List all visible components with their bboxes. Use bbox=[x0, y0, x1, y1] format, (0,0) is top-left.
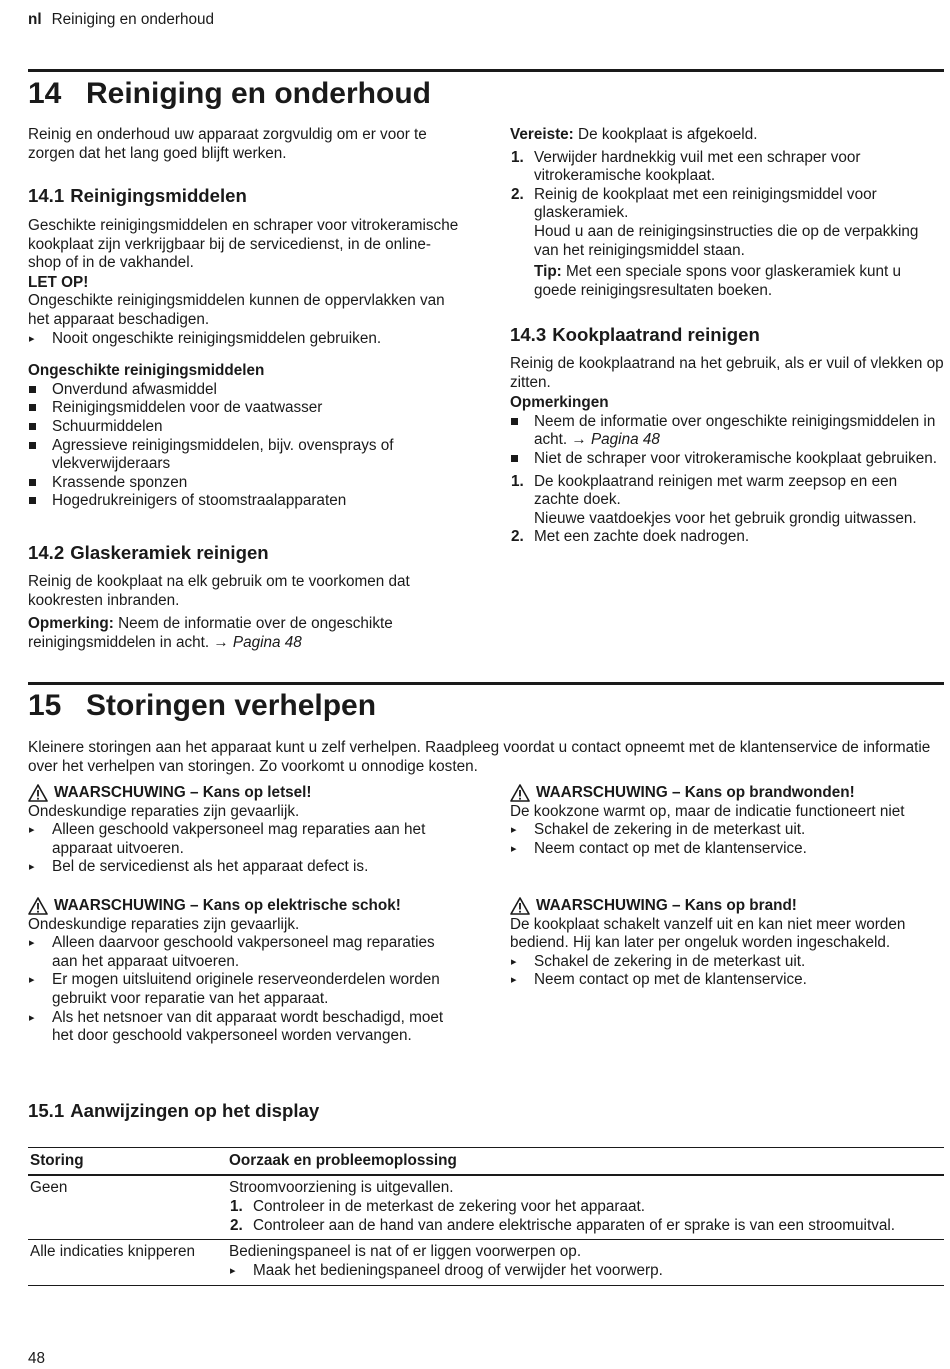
section-14-2-steps: Vereiste: De kookplaat is afgekoeld. 1. Verwijder hardnekkig vuil met een schraper voor vitrokeramische kookplaat. 2. Reinig de kookplaat met een reinigingsmiddel voor glaskeramiek. Houd u aan de reinigingsinstructies die op de verpakking van het reinigingsmiddel staan. Tip: Met een speciale spons voor glaskeramiek kunt u goede reinigingsresultaten boeken. bbox=[510, 126, 944, 300]
step-item: 1. Controleer in de meterkast de zekering voor het apparaat. bbox=[230, 1198, 645, 1216]
column-header-storing: Storing bbox=[28, 1148, 227, 1175]
display-indications-table bbox=[28, 1147, 944, 1286]
cleaning-steps bbox=[510, 149, 944, 261]
list-item: Hogedrukreinigers of stoomstraalapparaten bbox=[28, 492, 460, 511]
action-list: ▸ Alleen daarvoor geschoold vakpersoneel mag reparaties aan het apparaat uitvoeren. ▸ Er mogen uitsluitend originele reserveonderdelen worden gebruikt voor reparatie van het apparaat. ▸ Als het netsnoer van dit apparaat wordt beschadigd, moet het door geschoold vakpersoneel worden vervangen. bbox=[28, 934, 460, 1046]
step-item: 2. Controleer aan de hand van andere elektrische apparaten of er sprake is van een stroomuitval. bbox=[230, 1216, 896, 1234]
notes-list bbox=[510, 413, 944, 469]
step-item: 1. Verwijder hardnekkig vuil met een schraper voor vitrokeramische kookplaat. bbox=[511, 148, 861, 185]
page-reference-link[interactable]: → Pagina 48 bbox=[213, 633, 302, 651]
section-14-2-title: 14.2 Glaskeramiek reinigen bbox=[28, 542, 269, 563]
chapter-rule bbox=[28, 69, 944, 72]
warning-injury: WAARSCHUWING – Kans op letsel! Ondeskundige reparaties zijn gevaarlijk. ▸ Alleen geschoold vakpersoneel mag reparaties aan het apparaat uitvoeren. ▸ Bel de servicedienst als het apparaat defect is. bbox=[28, 784, 460, 877]
list-item: Agressieve reinigingsmiddelen, bijv. ovensprays of vlekverwijderaars bbox=[28, 437, 460, 474]
warning-fire: WAARSCHUWING – Kans op brand! De kookplaat schakelt vanzelf uit en kan niet meer worden bediend. Hij kan later per ongeluk worden ingeschakeld. ▸ Schakel de zekering in de meterkast uit. ▸ Neem contact op met de klantenservice. bbox=[510, 897, 944, 990]
chapter-rule bbox=[28, 682, 944, 685]
table-row: Alle indicaties knipperen Bedieningspaneel is nat of er liggen voorwerpen op. ▸ Maak het bedieningspaneel droog of verwijder het voorwerp. bbox=[28, 1240, 944, 1285]
tip: Tip: Met een speciale spons voor glaskeramiek kunt u goede reinigingsresultaten boeken. bbox=[534, 263, 902, 299]
section-14-3-body: Reinig de kookplaatrand na het gebruik, als er vuil of vlekken op zitten. Opmerkingen Neem de informatie over ongeschikte reinigingsmiddelen in acht. → Pagina 48 Niet de schraper voor vitrokeramische kookplaat gebruiken. 1. De kookplaatrand reinigen met warm zeepsop en een zachte doek. Nieuwe vaatdoekjes voor het gebruik grondig uitwassen. 2. Met een zachte doek nadrogen. bbox=[510, 355, 944, 546]
intro-paragraph: Reinig en onderhoud uw apparaat zorgvuldig om er voor te zorgen dat het lang goed blijft werken. bbox=[28, 126, 427, 162]
step-item: 1. De kookplaatrand reinigen met warm zeepsop en een zachte doek. Nieuwe vaatdoekjes voor het gebruik grondig uitwassen. bbox=[511, 472, 917, 527]
page-number: 48 bbox=[28, 1350, 46, 1367]
unsuitable-list bbox=[28, 381, 460, 511]
warning-icon bbox=[510, 784, 530, 802]
section-14-3-title: 14.3 Kookplaatrand reinigen bbox=[510, 324, 760, 345]
column-header-cause: Oorzaak en probleemoplossing bbox=[227, 1148, 944, 1175]
action-list: ▸ Alleen geschoold vakpersoneel mag reparaties aan het apparaat uitvoeren. ▸ Bel de servicedienst als het apparaat defect is. bbox=[28, 821, 460, 877]
list-item: Krassende sponzen bbox=[28, 474, 460, 493]
chapter-15-intro: Kleinere storingen aan het apparaat kunt u zelf verhelpen. Raadpleeg voordat u contact opneemt met de klantenservice de informatie over het verhelpen van storingen. Zo voorkomt u onnodige kosten. bbox=[28, 739, 931, 775]
warning-burns: WAARSCHUWING – Kans op brandwonden! De kookzone warmt op, maar de indicatie functioneert niet ▸ Schakel de zekering in de meterkast uit. ▸ Neem contact op met de klantenservice. bbox=[510, 784, 944, 858]
list-item: Neem de informatie over ongeschikte reinigingsmiddelen in acht. → Pagina 48 bbox=[510, 413, 944, 450]
list-item: Reinigingsmiddelen voor de vaatwasser bbox=[28, 399, 460, 418]
step-item: 2. Reinig de kookplaat met een reinigingsmiddel voor glaskeramiek. Houd u aan de reinigingsinstructies die op de verpakking van het reinigingsmiddel staan. bbox=[511, 185, 919, 259]
chapter-15-title: 15 Storingen verhelpen bbox=[28, 689, 377, 722]
section-15-1-title: 15.1 Aanwijzingen op het display bbox=[28, 1100, 320, 1121]
table-row: Geen Stroomvoorziening is uitgevallen. 1. Controleer in de meterkast de zekering voor het apparaat. 2. Controleer aan de hand van andere elektrische apparaten of er sprake is van een stroomuitval. bbox=[28, 1175, 944, 1240]
warning-icon bbox=[28, 897, 48, 915]
running-header bbox=[28, 11, 214, 29]
warning-electric-shock: WAARSCHUWING – Kans op elektrische schok! Ondeskundige reparaties zijn gevaarlijk. ▸ Alleen daarvoor geschoold vakpersoneel mag reparaties aan het apparaat uitvoeren. ▸ Er mogen uitsluitend originele reserveonderdelen worden gebruikt voor reparatie van het apparaat. ▸ Als het netsnoer van dit apparaat wordt beschadigd, moet het door geschoold vakpersoneel worden vervangen. bbox=[28, 897, 460, 1046]
section-14-1-title: 14.1 Reinigingsmiddelen bbox=[28, 185, 247, 206]
section-14-1-body: Geschikte reinigingsmiddelen en schraper voor vitrokeramische kookplaat zijn verkrijgbaar bij de servicedienst, in de online-shop of in de vakhandel. LET OP! Ongeschikte reinigingsmiddelen kunnen de oppervlakken van het apparaat beschadigen. ▸ Nooit ongeschikte reinigingsmiddelen gebruiken. Ongeschikte reinigingsmiddelen Onverdund afwasmiddel Reinigingsmiddelen voor de vaatwasser Schuurmiddelen Agressieve reinigingsmiddelen, bijv. ovensprays of vlekverwijderaars Krassende sponzen Hogedrukreinigers of stoomstraalapparaten bbox=[28, 217, 460, 511]
attention-label: LET OP! bbox=[28, 273, 89, 291]
list-title: Ongeschikte reinigingsmiddelen bbox=[28, 362, 265, 380]
action-list: ▸ Schakel de zekering in de meterkast uit. ▸ Neem contact op met de klantenservice. bbox=[510, 821, 944, 858]
action-list: ▸ Schakel de zekering in de meterkast uit. ▸ Neem contact op met de klantenservice. bbox=[510, 953, 944, 990]
action-list: ▸ Nooit ongeschikte reinigingsmiddelen gebruiken. bbox=[28, 330, 460, 349]
running-header-title: Reiniging en onderhoud bbox=[51, 11, 215, 28]
chapter-14-title: 14 Reiniging en onderhoud bbox=[28, 77, 431, 110]
page-reference-link[interactable]: → Pagina 48 bbox=[571, 431, 660, 449]
list-item: Niet de schraper voor vitrokeramische kookplaat gebruiken. bbox=[510, 450, 944, 469]
list-item: Schuurmiddelen bbox=[28, 418, 460, 437]
section-14-2-body: Reinig de kookplaat na elk gebruik om te voorkomen dat kookresten inbranden. Opmerking: Neem de informatie over de ongeschikte reinigingsmiddelen in acht. → Pagina 48 bbox=[28, 573, 410, 651]
warning-icon bbox=[510, 897, 530, 915]
warning-icon bbox=[28, 784, 48, 802]
edge-cleaning-steps bbox=[510, 473, 944, 547]
step-item: 2. Met een zachte doek nadrogen. bbox=[511, 528, 750, 546]
language-code: nl bbox=[28, 11, 42, 28]
list-item: Onverdund afwasmiddel bbox=[28, 381, 460, 400]
